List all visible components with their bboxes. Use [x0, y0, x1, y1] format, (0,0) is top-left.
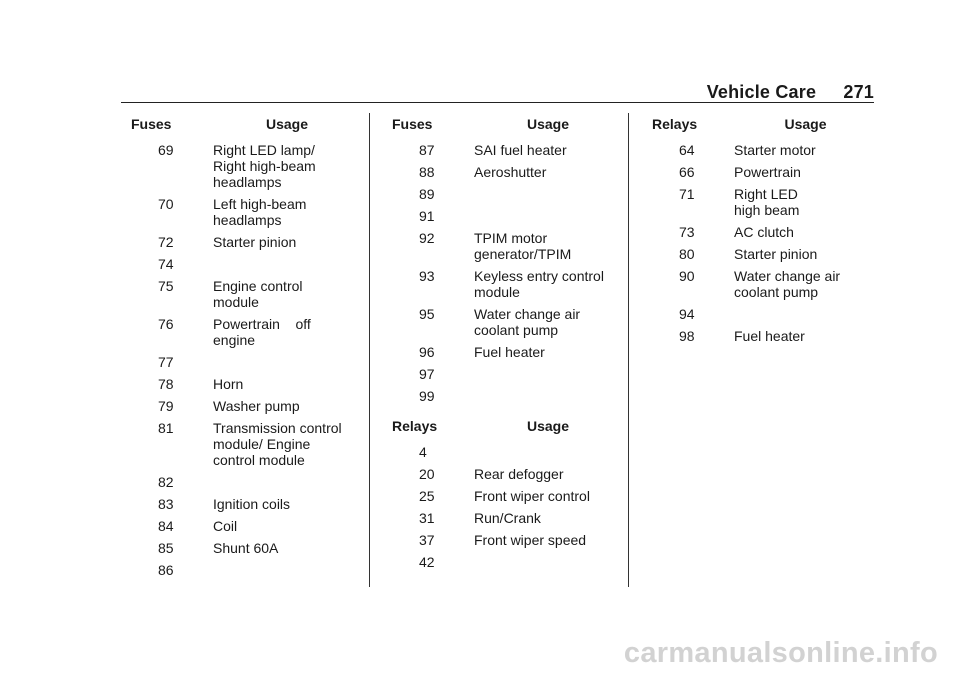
usage-line: Washer pump [213, 398, 300, 414]
item-number: 71 [679, 186, 695, 202]
header-usage: Usage [526, 418, 570, 434]
item-number: 78 [158, 376, 174, 392]
item-number: 97 [419, 366, 435, 382]
table-row [121, 142, 361, 190]
column-divider [369, 113, 370, 587]
item-usage [213, 354, 361, 370]
usage-line: module [474, 284, 520, 300]
table-row [121, 256, 361, 272]
table-row [121, 234, 361, 250]
item-number: 80 [679, 246, 695, 262]
usage-line: engine [213, 332, 256, 348]
item-number: 89 [419, 186, 435, 202]
item-usage [474, 466, 622, 482]
header-fuses: Fuses [392, 116, 433, 132]
item-usage [474, 388, 622, 404]
usage-line [474, 554, 622, 570]
usage-line: Starter pinion [734, 246, 818, 262]
item-usage [213, 376, 361, 392]
item-number: 83 [158, 496, 174, 512]
usage-line: Coil [213, 518, 238, 534]
fuses-table-header [382, 116, 622, 136]
watermark: carmanualsonline.info [623, 637, 938, 669]
item-number: 90 [679, 268, 695, 284]
table-row [121, 540, 361, 556]
item-number: 95 [419, 306, 435, 322]
item-usage [213, 316, 361, 348]
usage-line: AC clutch [734, 224, 794, 240]
usage-line: Powertrain off [213, 316, 311, 332]
item-usage [213, 518, 361, 534]
usage-line: Front wiper control [474, 488, 590, 504]
usage-line [474, 186, 622, 202]
table-row [382, 488, 622, 504]
item-number: 93 [419, 268, 435, 284]
usage-line: Shunt 60A [213, 540, 279, 556]
usage-line: Water change air [734, 268, 841, 284]
usage-line: Powertrain [734, 164, 801, 180]
usage-line: Transmission control [213, 420, 342, 436]
table-row [382, 230, 622, 262]
item-usage [474, 230, 622, 262]
table-row [642, 186, 877, 218]
item-number: 73 [679, 224, 695, 240]
item-number: 88 [419, 164, 435, 180]
usage-line [213, 256, 361, 272]
usage-line: module/ Engine [213, 436, 311, 452]
relays-table-body [382, 444, 622, 570]
relays-table [382, 418, 622, 570]
column-1 [121, 116, 361, 578]
item-number: 42 [419, 554, 435, 570]
item-usage [734, 268, 877, 300]
table-row [382, 388, 622, 404]
table-row [382, 554, 622, 570]
table-row [121, 496, 361, 512]
header-fuses: Fuses [131, 116, 172, 132]
usage-line: Run/Crank [474, 510, 541, 526]
item-usage [474, 488, 622, 504]
item-number: 96 [419, 344, 435, 360]
fuses-table-header [121, 116, 361, 136]
table-row [642, 224, 877, 240]
item-number: 4 [419, 444, 427, 460]
item-usage [474, 208, 622, 224]
table-row [121, 398, 361, 414]
item-number: 25 [419, 488, 435, 504]
item-usage [734, 246, 877, 262]
usage-line: control module [213, 452, 305, 468]
header-usage: Usage [784, 116, 827, 132]
item-usage [734, 164, 877, 180]
relays-table-header [382, 418, 622, 438]
item-usage [474, 164, 622, 180]
item-usage [734, 142, 877, 158]
usage-line: Engine control [213, 278, 303, 294]
relays-table-header [642, 116, 877, 136]
usage-line: generator/TPIM [474, 246, 572, 262]
item-number: 94 [679, 306, 695, 322]
item-usage [474, 366, 622, 382]
item-usage [213, 398, 361, 414]
table-row [382, 510, 622, 526]
item-usage [474, 186, 622, 202]
item-usage [213, 234, 361, 250]
table-row [642, 164, 877, 180]
item-number: 81 [158, 420, 174, 436]
item-number: 87 [419, 142, 435, 158]
table-row [382, 466, 622, 482]
item-usage [213, 142, 361, 190]
item-usage [474, 142, 622, 158]
table-row [121, 562, 361, 578]
item-usage [474, 532, 622, 548]
item-number: 75 [158, 278, 174, 294]
item-usage [213, 562, 361, 578]
table-row [382, 142, 622, 158]
usage-line: Rear defogger [474, 466, 564, 482]
item-usage [213, 196, 361, 228]
item-usage [734, 306, 877, 322]
item-number: 37 [419, 532, 435, 548]
item-usage [213, 540, 361, 556]
usage-line: Left high-beam [213, 196, 307, 212]
table-row [382, 164, 622, 180]
table-row [121, 354, 361, 370]
usage-line: Starter motor [734, 142, 816, 158]
header-relays: Relays [652, 116, 698, 132]
usage-line: Starter pinion [213, 234, 297, 250]
table-row [382, 532, 622, 548]
usage-line: Horn [213, 376, 244, 392]
item-number: 82 [158, 474, 174, 490]
item-number: 66 [679, 164, 695, 180]
usage-line: Front wiper speed [474, 532, 587, 548]
usage-line [213, 474, 361, 490]
section-title: Vehicle Care [706, 82, 817, 102]
table-row [642, 268, 877, 300]
item-number: 70 [158, 196, 174, 212]
usage-line: Fuel heater [474, 344, 545, 360]
relays-table-body [642, 142, 877, 344]
table-row [382, 268, 622, 300]
item-usage [734, 186, 877, 218]
item-usage [474, 444, 622, 460]
table-row [121, 518, 361, 534]
usage-line [474, 388, 622, 404]
usage-line: Right LED [734, 186, 798, 202]
usage-line: Fuel heater [734, 328, 805, 344]
page-header [707, 82, 874, 103]
item-usage [474, 306, 622, 338]
table-row [121, 278, 361, 310]
usage-line: coolant pump [734, 284, 819, 300]
item-number: 64 [679, 142, 695, 158]
table-row [121, 474, 361, 490]
item-number: 76 [158, 316, 174, 332]
usage-line: high beam [734, 202, 800, 218]
usage-line: TPIM motor [474, 230, 548, 246]
usage-line: Ignition coils [213, 496, 291, 512]
table-row [642, 306, 877, 322]
usage-line [213, 354, 361, 370]
page-number: 271 [843, 82, 874, 102]
table-row [382, 208, 622, 224]
table-row [382, 444, 622, 460]
usage-line: Water change air [474, 306, 581, 322]
table-row [382, 306, 622, 338]
item-number: 74 [158, 256, 174, 272]
header-rule [121, 102, 874, 103]
item-usage [474, 510, 622, 526]
item-usage [213, 256, 361, 272]
usage-line: module [213, 294, 259, 310]
usage-line: SAI fuel heater [474, 142, 567, 158]
table-row [121, 420, 361, 468]
table-row [642, 142, 877, 158]
item-number: 99 [419, 388, 435, 404]
header-usage: Usage [265, 116, 309, 132]
table-row [382, 186, 622, 202]
item-usage [474, 344, 622, 360]
fuses-table-body [382, 142, 622, 404]
item-number: 86 [158, 562, 174, 578]
table-row [642, 246, 877, 262]
table-row [121, 376, 361, 392]
item-number: 91 [419, 208, 435, 224]
item-number: 79 [158, 398, 174, 414]
header-usage: Usage [526, 116, 570, 132]
table-row [382, 344, 622, 360]
column-3 [642, 116, 877, 344]
table-row [121, 316, 361, 348]
item-number: 72 [158, 234, 174, 250]
table-row [121, 196, 361, 228]
usage-line [734, 306, 877, 322]
usage-line [474, 208, 622, 224]
item-number: 84 [158, 518, 174, 534]
item-number: 92 [419, 230, 435, 246]
item-number: 98 [679, 328, 695, 344]
usage-line: Aeroshutter [474, 164, 547, 180]
column-2 [382, 116, 622, 570]
usage-line: headlamps [213, 212, 282, 228]
header-relays: Relays [392, 418, 438, 434]
table-row [642, 328, 877, 344]
usage-line: headlamps [213, 174, 282, 190]
item-usage [213, 496, 361, 512]
usage-line [474, 366, 622, 382]
fuses-table-body [121, 142, 361, 578]
usage-line: Right LED lamp/ [213, 142, 315, 158]
usage-line: Keyless entry control [474, 268, 604, 284]
item-number: 31 [419, 510, 435, 526]
table-row [382, 366, 622, 382]
item-usage [213, 420, 361, 468]
item-usage [213, 474, 361, 490]
item-number: 85 [158, 540, 174, 556]
item-usage [474, 554, 622, 570]
item-usage [474, 268, 622, 300]
usage-line [213, 562, 361, 578]
item-usage [734, 328, 877, 344]
item-number: 20 [419, 466, 435, 482]
item-number: 69 [158, 142, 174, 158]
item-number: 77 [158, 354, 174, 370]
usage-line: coolant pump [474, 322, 559, 338]
item-usage [213, 278, 361, 310]
column-divider [628, 113, 629, 587]
usage-line [474, 444, 622, 460]
usage-line: Right high-beam [213, 158, 316, 174]
item-usage [734, 224, 877, 240]
